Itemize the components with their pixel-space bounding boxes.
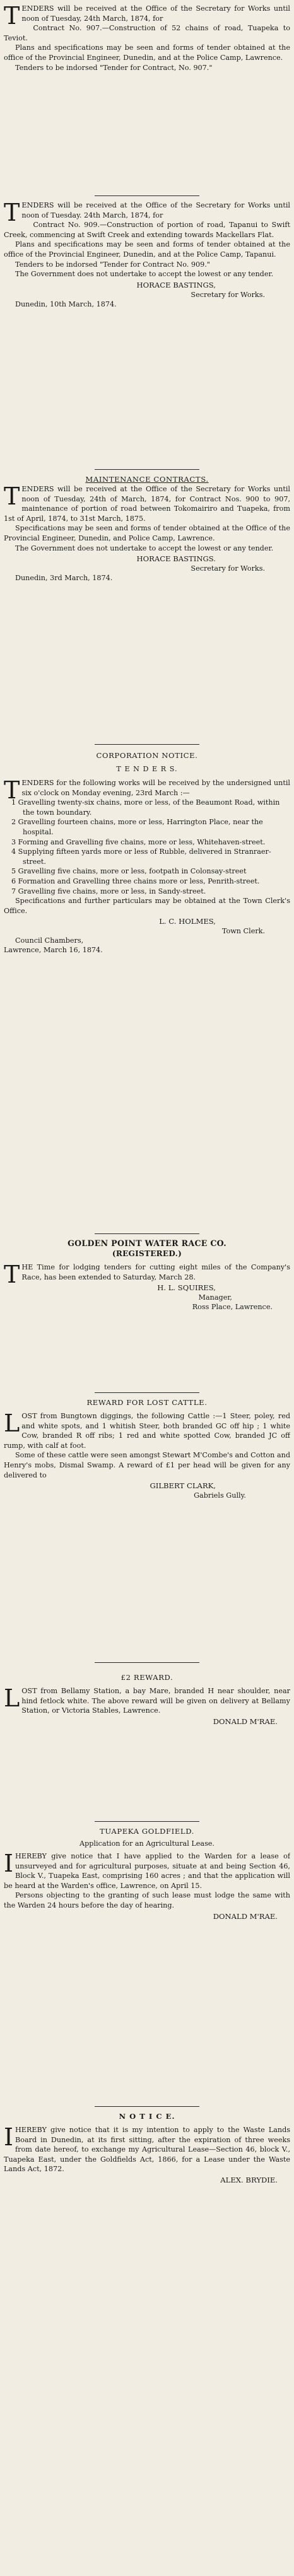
corporation-intro: TENDERS for the following works will be received by the undersigned until six o'clock on Monday evening, 23rd March :—: [4, 776, 290, 804]
lost-cattle-reward: [4, 1397, 290, 1662]
signature-role: Secretary for Works.: [191, 564, 265, 573]
divider-rule: [95, 1662, 199, 1663]
works-list: [4, 798, 290, 896]
signature: HORACE BASTINGS,: [136, 280, 216, 289]
agricultural-lease-application: [4, 1826, 290, 2104]
list-item: 2 Gravelling fourteen chains, more or less, Harrington Place, near the hospital.: [11, 818, 263, 836]
list-item: 1 Gravelling twenty-six chains, more or less, of the Beaumont Road, within the town boundary.: [11, 798, 280, 817]
maintenance-contracts-notice: [4, 474, 290, 739]
list-item: 3 Forming and Gravelling five chains, more or less, Whitehaven-street.: [11, 837, 266, 846]
divider-rule: [95, 744, 199, 745]
notice-heading: N O T I C E.: [119, 2112, 175, 2121]
reward-heading: £2 REWARD.: [121, 1673, 173, 1682]
cattle-heading: REWARD FOR LOST CATTLE.: [86, 1398, 208, 1407]
signature-role: Secretary for Works.: [191, 290, 265, 299]
tender-907-indorse: Tenders to be indorsed "Tender for Contract, No. 907.": [15, 63, 213, 72]
tender-notice-contract-907: [4, 4, 290, 193]
list-item: 5 Gravelling five chains, more or less, footpath in Colonsay-street: [11, 867, 247, 876]
cattle-reward-text: Some of these cattle were seen amongst Stewart M'Combe's and Cotton and Henry's mobs, Dismal Swamp. A reward of £1 per head will be given for any delivered to: [4, 1451, 290, 1479]
drop-cap: T: [4, 201, 20, 226]
maintenance-heading: MAINTENANCE CONTRACTS.: [85, 475, 209, 484]
signature: DONALD M'RAE.: [213, 1911, 278, 1921]
cattle-description: LOST from Bungtown diggings, the following Cattle :—1 Steer, poley, red and white spots, and 1 whitish Steer, both branded GC off hip ; 1 white Cow, branded R off ribs; 1 red and white spotted Cow, branded JC off rump, with calf at foot.: [4, 1409, 290, 1450]
signature-role: Town Clerk.: [221, 927, 265, 936]
place-line: Council Chambers,: [15, 936, 84, 945]
maintenance-disclaimer: The Government does not undertake to accept the lowest or any tender.: [15, 544, 274, 552]
drop-cap: T: [4, 776, 20, 804]
golden-point-water-race-notice: [4, 1238, 290, 1390]
corporation-notice: [4, 750, 290, 1230]
lease-subheading: Application for an Agricultural Lease.: [79, 1839, 215, 1848]
maintenance-specs: Specifications may be seen and forms of tender obtained at the Office of the Provincial Engineer, Dunedin, and Police Camp, Lawrence.: [4, 524, 290, 542]
drop-cap: T: [4, 4, 20, 30]
drop-cap: T: [4, 482, 20, 510]
two-pound-reward: [4, 1672, 290, 1817]
waste-lands-text: IHEREBY give notice that it is my intention to apply to the Waste Lands Board in Dunedin, at its first sitting, after the expiration of three weeks from date hereof, to exchange my Agricultural Lease—Section 46, block V., Tuapeka East, under the Goldfields Act, 1866, for a Lease under the Waste Lands Act, 1872.: [4, 2123, 290, 2174]
tender-909-disclaimer: The Government does not undertake to accept the lowest or any tender.: [15, 270, 274, 279]
signature: GILBERT CLARK,: [150, 1481, 216, 1491]
place-line: Ross Place, Lawrence.: [192, 1303, 273, 1312]
company-heading: GOLDEN POINT WATER RACE CO.: [68, 1238, 226, 1248]
company-subheading: (REGISTERED.): [112, 1249, 182, 1258]
company-notice-text: THE Time for lodging tenders for cutting eight miles of the Company's Race, has been extended to Saturday, March 28.: [4, 1261, 290, 1288]
drop-cap: L: [4, 1409, 20, 1437]
drop-cap: L: [4, 1684, 20, 1712]
tender-909-intro: TENDERS will be received at the Office of the Secretary for Works until noon of Tuesday. 24th March, 1874, for: [4, 201, 290, 226]
divider-rule: [95, 469, 199, 470]
list-item: 4 Supplying fifteen yards more or less of Rubble, delivered in Stranraer-street.: [11, 848, 271, 866]
corporation-heading: CORPORATION NOTICE.: [96, 751, 198, 760]
tender-907-contract: Contract No. 907.—Construction of 52 chains of road, Tuapeka to Teviot.: [4, 24, 290, 42]
tender-notice-contract-909: [4, 201, 290, 465]
waste-lands-notice: [4, 2111, 290, 2300]
corporation-specs: Specifications and further particulars may be obtained at the Town Clerk's Office.: [4, 897, 290, 915]
list-item: 6 Formation and Gravelling three chains more or less, Penrith-street.: [11, 877, 260, 885]
divider-rule: [95, 1392, 199, 1393]
dateline: Lawrence, March 16, 1874.: [4, 946, 103, 955]
signature: H. L. SQUIRES,: [157, 1283, 216, 1293]
tender-907-intro: TENDERS will be received at the Office of the Secretary for Works until noon of Tuesday, 24th March, 1874, for: [4, 4, 290, 30]
reward-description: LOST from Bellamy Station, a bay Mare, branded H near shoulder, near hind fetlock white. The above reward will be given on delivery at Bellamy Station, or Victoria Stables, Lawrence.: [4, 1684, 290, 1715]
divider-rule: [95, 1233, 199, 1234]
signature: ALEX. BRYDIE.: [220, 2175, 278, 2184]
lease-notice-text: IHEREBY give notice that I have applied to the Warden for a lease of unsurveyed and for agricultural purposes, situate at and being Section 46, Block V., Tuapeka East, comprising 160 acres ; and that the application will be heard at the Warden's office, Lawrence, on April 15.: [4, 1850, 290, 1890]
goldfield-heading: TUAPEKA GOLDFIELD.: [100, 1827, 194, 1836]
divider-rule: [95, 195, 199, 196]
maintenance-intro: TENDERS will be received at the Office of the Secretary for Works until noon of Tuesday, 24th of March, 1874, for Contract Nos. 900 to 907, maintenance of portion of road between Tokomairiro and Tuapeka, from 1st of April, 1874, to 31st March, 1875.: [4, 482, 290, 523]
tender-909-contract: Contract No. 909.—Construction of portion of road, Tapanui to Swift Creek, commencing at Swift Creek and extending towards Mackellars Flat.: [4, 221, 290, 239]
tender-909-indorse: Tenders to be indorsed "Tender for Contract No. 909.": [15, 260, 210, 269]
divider-rule: [95, 2106, 199, 2107]
tender-907-plans: Plans and specifications may be seen and forms of tender obtained at the office of the Provincial Engineer, Dunedin, and at the Police Camp, Lawrence.: [4, 44, 290, 62]
drop-cap: I: [4, 1850, 14, 1877]
divider-rule: [95, 1821, 199, 1822]
list-item: 7 Gravelling five chains, more or less, in Sandy-street.: [11, 887, 206, 895]
dateline: Dunedin, 10th March, 1874.: [15, 300, 117, 308]
signature-role: Manager,: [198, 1293, 232, 1302]
signature: HORACE BASTINGS.: [136, 554, 216, 564]
lease-objection-text: Persons objecting to the granting of such lease must lodge the same with the Warden 24 hours before the day of hearing.: [4, 1891, 290, 1909]
drop-cap: T: [4, 1261, 20, 1288]
signature: DONALD M'RAE.: [213, 1716, 278, 1726]
signature-role: Gabriels Gully.: [194, 1491, 246, 1500]
drop-cap: I: [4, 2123, 14, 2151]
tender-909-plans: Plans and specifications may be seen and forms of tender obtained at the office of the Provincial Engineer, Dunedin, and at the Police Camp, Tapanui.: [4, 240, 290, 259]
tenders-subheading: T E N D E R S.: [116, 765, 178, 773]
dateline: Dunedin, 3rd March, 1874.: [15, 574, 113, 583]
signature: L. C. HOLMES,: [159, 917, 216, 926]
